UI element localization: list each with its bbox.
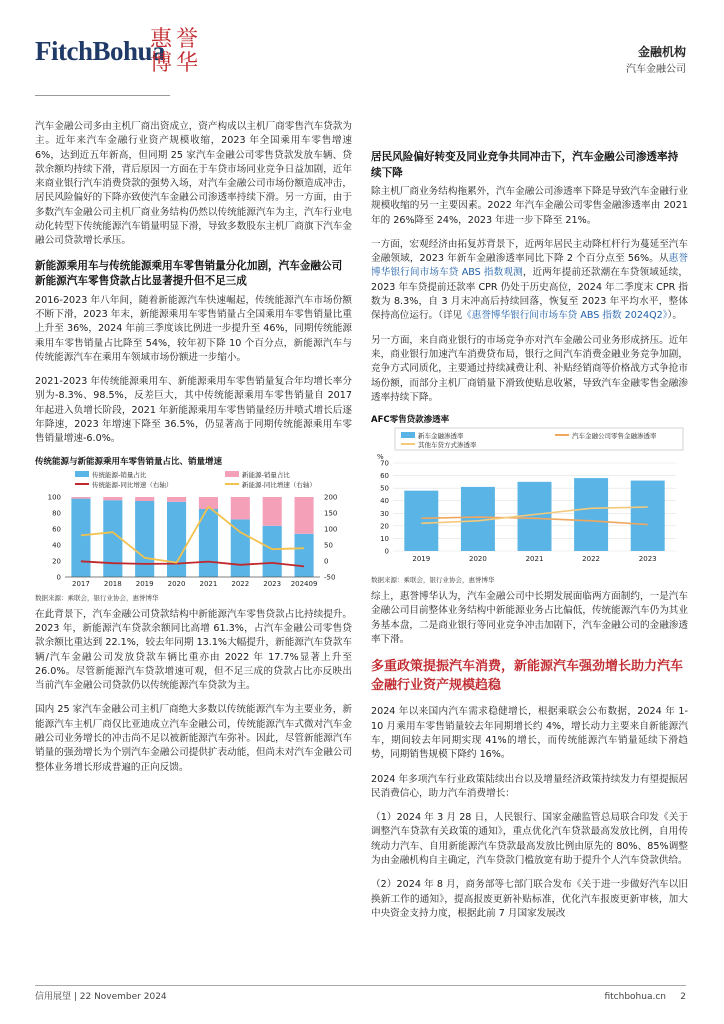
chart1-bar-nev-share (263, 497, 282, 526)
chart2-y-tick: 70 (380, 459, 389, 468)
right-paragraph-4: 综上，惠誉博华认为，汽车金融公司中长期发展面临两方面制约，一是汽车金融公司目前整体业务结构中新能源业务占比偏低，传统能源汽车仍为其业务基本盘，二是商业银行等同业竞争冲击加剧下，汽车金融公司的金融渗透率下滑。 (371, 591, 688, 646)
chart1-right-tick: -50 (324, 573, 336, 582)
chart1-legend-label-3: 新能源-同比增速（右轴） (242, 480, 316, 489)
chart2-y-tick: 20 (380, 522, 389, 531)
chart2-legend-label-1: 汽车金融公司零售金融渗透率 (572, 432, 657, 441)
chart1-bar-nev-share (295, 497, 314, 534)
chart1-source: 数据来源：乘联会，银行业协会，惠誉博华 (35, 593, 159, 602)
chart-energy-share (35, 455, 352, 602)
brand-logo-latin: FitchBohua (35, 36, 166, 66)
chart2-bar (574, 478, 608, 551)
right-column (371, 150, 688, 931)
right-paragraph-7: （1）2024 年 3 月 28 日，人民银行、国家金融监管总局联合印发《关于调整汽车贷款有关政策的通知》，重点优化汽车贷款最高发放比例，自用传统动力汽车、自用新能源汽车贷款最高发放比例由原先的 80%、85%调整为由金融机构自主确定，汽车贷款门槛放宽有助于提升个人汽车贷款供给。 (371, 812, 688, 867)
chart1-x-tick: 202409 (290, 579, 318, 588)
chart2-y-tick: 10 (380, 535, 389, 544)
chart1-bar-nev-share (103, 497, 122, 500)
chart2-x-tick: 2020 (468, 555, 487, 564)
chart1-bar-trad-share (263, 525, 282, 576)
chart1-bar-trad-share (231, 519, 250, 577)
right-paragraph-8: （2）2024 年 8 月，商务部等七部门联合发布《关于进一步做好汽车以旧换新工作的通知》，提高报废更新补贴标准，优化汽车报废更新审核，加大中央资金支持力度，根据此前 7 月国家发展改 (371, 879, 688, 919)
right-paragraph-1: 除主机厂商业务结构拖累外，汽车金融公司渗透率下降是导致汽车金融行业规模收缩的另一主要因素。2022 年汽车金融公司零售金融渗透率由 2021 年的 26%降至 24%，2023 年进一步下降至 21%。 (371, 186, 688, 226)
chart1-right-tick: 200 (324, 493, 338, 502)
left-paragraph-3: 2021-2023 年传统能源乘用车、新能源乘用车零售销量复合年均增长率分别为-8.3%、98.5%，反差巨大，其中传统能源乘用车零售销量自 2017 年起进入负增长阶段，2021 年新能源乘用车零售销量经历井喷式增长后逐年降速，2023 年增速下降至 36.5%，仍显著高于同期传统能源乘用车零售销量增速-6.0%。 (35, 376, 352, 445)
chart1-legend-label-0: 传统能源-销量占比 (92, 470, 147, 479)
brand-logo-seal: 惠誉博华 (150, 27, 203, 76)
chart2-title: AFC零售贷款渗透率 (371, 415, 450, 426)
left-heading-1: 新能源乘用车与传统能源乘用车零售销量分化加剧，汽车金融公司新能源汽车零售贷款占比显著提升但不足三成 (35, 259, 343, 288)
chart2-x-tick: 2021 (525, 555, 544, 564)
footer-left: 信用展望 | 22 November 2024 (35, 992, 167, 1002)
chart1-x-tick: 2018 (103, 579, 122, 588)
chart1-bar-nev-share (71, 497, 90, 499)
left-paragraph-5: 国内 25 家汽车金融公司主机厂商绝大多数以传统能源汽车为主要业务，新能源汽车主机厂商仅比亚迪成立汽车金融公司，传统能源汽车式微对汽车金融公司业务增长的冲击尚不足以被新能源汽车弥补。因此，尽管新能源汽车销量的强劲增长为个别汽车金融公司提供扩表动能，但尚未对汽车金融公司整体业务增长形成普遍的正向反馈。 (35, 704, 352, 773)
chart2-legend-label-0: 新车金融渗透率 (418, 432, 464, 441)
chart1-legend-label-1: 新能源-销量占比 (242, 470, 290, 479)
footer-url[interactable]: fitchbohua.cn (604, 992, 666, 1002)
chart2-x-tick: 2019 (412, 555, 431, 564)
chart1-right-tick: 50 (324, 541, 333, 550)
chart2-y-tick: 60 (380, 472, 389, 481)
p2-text-b: ，近两年提前还款潮在车贷领域延续，2023 年车贷提前还款率 CPR 仍处于历史高位，2024 年二季度末 CPR 指数为 8.3%，自 3 月末冲高后持续回落，恢复至 2023 年平均水平，整体保持高位运行。（详见 (371, 267, 688, 322)
chart2-source: 数据来源：乘联会，银行业协会，惠誉博华 (371, 576, 495, 585)
chart1-bar-nev-share (167, 497, 186, 502)
chart2-y-tick: 40 (380, 497, 389, 506)
right-paragraph-3: 另一方面，来自商业银行的市场竞争亦对汽车金融公司业务形成挤压。近年来，商业银行加速汽车消费贷布局，银行之间汽车消费金融业务竞争加剧，竞争方式同质化，主要通过持续减费让利、补贴经销商等价格战方式争抢市场份额，而部分主机厂商销量下滑致使贴息收紧，导致汽车金融零售金融渗透率持续下降。 (371, 334, 688, 403)
left-paragraph-2: 2016-2023 年八年间，随着新能源汽车快速崛起，传统能源汽车市场份额不断下滑，2023 年末，新能源乘用车零售销量占全国乘用车零售销量比重上升至 36%，2024 年前三季度该比例进一步提升至 46%，同期传统能源乘用车零售销量占比降至 54%，较年初下降 10 个百分点，新能源汽车与传统能源汽车在乘用车领域市场份额进一步缩小。 (35, 294, 352, 363)
chart2-legend-swatch-0 (401, 432, 415, 438)
right-paragraph-5: 2024 年以来国内汽车需求稳健增长，根据乘联会公布数据，2024 年 1-10 月乘用车零售销量较去年同期增长约 4%，增长动力主要来自新能源汽车，期间较去年同期实现 41%的增长，而传统能源汽车销量延续下滑趋势，同期销售规模下降约 16%。 (371, 706, 688, 761)
chart2-y-tick: 0 (384, 547, 389, 556)
p2-text-c: ）。 (667, 310, 682, 322)
chart1-legend-swatch-1 (225, 471, 239, 477)
chart1-bar-trad-share (71, 498, 90, 576)
chart2-svg (371, 425, 688, 571)
abs-index-link[interactable]: 惠誉博华银行间市场车贷 ABS 指数观测 (371, 253, 689, 279)
subsection-title: 汽车金融公司 (626, 64, 686, 75)
chart1-left-tick: 0 (56, 573, 61, 582)
chart1-x-tick: 2023 (263, 579, 282, 588)
p2-text-a: 一方面，宏观经济由拓复苏背景下，近两年居民主动降杠杆行为蔓延至汽车金融领域，2023 年新车金融渗透率同比下降 2 个百分点至 56%。从 (371, 238, 688, 265)
chart1-x-tick: 2020 (167, 579, 186, 588)
right-heading-1: 居民风险偏好转变及同业竞争共同冲击下，汽车金融公司渗透率持续下降 (371, 151, 679, 179)
section-title: 金融机构 (637, 45, 686, 59)
chart1-bar-trad-share (167, 501, 186, 576)
chart1-x-tick: 2021 (199, 579, 218, 588)
chart1-left-tick: 100 (47, 493, 61, 502)
footer-rule (35, 985, 686, 986)
chart2-y-tick: 30 (380, 509, 389, 518)
chart2-x-tick: 2023 (638, 555, 657, 564)
left-paragraph-4: 在此背景下，汽车金融公司贷款结构中新能源汽车零售贷款占比持续提升。2023 年，新能源汽车贷款余额同比高增 61.3%，占汽车金融公司零售贷款余额比重达到 22.1%，较去年同期 13.1%大幅提升，新能源汽车贷款车辆/汽车金融公司发放贷款车辆比重亦由 2022 年 17.7%显著上升至 26.0%。尽管新能源汽车贷款增速可观，但不足三成的贷款占比亦反映出当前汽车金融公司贷款仍以传统能源汽车贷款为主。 (35, 608, 352, 692)
left-paragraph-1: 汽车金融公司多由主机厂商出资成立，资产构成以主机厂商零售汽车贷款为主。近年来汽车金融行业资产规模收缩，2023 年全国乘用车零售增速 6%，达到近五年新高，但同期 25 家汽车金融公司零售贷款发放车辆、贷款余额均持续下滑，背后原因一方面在于车贷市场同业竞争日益加剧，近年来商业银行汽车消费贷款的强势入场，对汽车金融公司市场份额造成冲击，居民风险偏好的下降亦致使汽车金融公司渗透率持续下滑。另一方面，由于多数汽车金融公司主机厂商业务结构仍然以传统能源汽车为主，汽车行业电动化转型下传统能源汽车销量明显下滑，导致多数股东主机厂商旗下汽车金融公司贷款增长承压。 (35, 121, 352, 247)
chart1-left-tick: 40 (52, 541, 61, 550)
left-column (35, 120, 352, 785)
right-paragraph-6: 2024 年多项汽车行业政策陆续出台以及增量经济政策持续发力有望提振居民消费信心，助力汽车消费增长： (371, 773, 688, 799)
chart1-x-tick: 2017 (72, 579, 90, 588)
chart2-bar (404, 491, 438, 551)
chart1-svg (35, 467, 352, 589)
chart1-right-tick: 150 (324, 509, 338, 518)
chart-afc-penetration (371, 413, 688, 584)
chart2-legend-label-2: 其他车贷方式渗透率 (418, 441, 477, 450)
chart1-right-tick: 0 (324, 557, 329, 566)
right-heading-2: 多重政策提振汽车消费，新能源汽车强劲增长助力汽车金融行业资产规模趋稳 (371, 659, 684, 694)
chart2-y-label: % (377, 453, 384, 462)
chart1-left-tick: 80 (52, 509, 61, 518)
page-number: 2 (680, 992, 686, 1002)
chart1-left-tick: 20 (52, 557, 61, 566)
chart1-bar-nev-share (231, 497, 250, 519)
chart1-bar-nev-share (135, 497, 154, 501)
chart2-bar (631, 481, 665, 551)
chart1-right-tick: 100 (324, 525, 338, 534)
chart1-x-tick: 2022 (231, 579, 250, 588)
header-rule (35, 95, 170, 96)
chart1-legend-label-2: 传统能源-同比增速（右轴） (92, 480, 173, 489)
chart2-x-tick: 2022 (582, 555, 601, 564)
chart1-bar-trad-share (135, 501, 154, 577)
abs-report-link[interactable]: 《惠誉博华银行间市场车贷 ABS 指数 2024Q2》 (462, 310, 668, 322)
chart2-y-tick: 50 (380, 484, 389, 493)
chart1-title: 传统能源与新能源乘用车零售销量占比、销量增速 (35, 456, 223, 467)
chart1-left-tick: 60 (52, 525, 61, 534)
chart1-bar-trad-share (295, 533, 314, 576)
chart1-x-tick: 2019 (135, 579, 154, 588)
right-paragraph-2 (371, 238, 688, 324)
chart1-legend-swatch-0 (75, 471, 89, 477)
